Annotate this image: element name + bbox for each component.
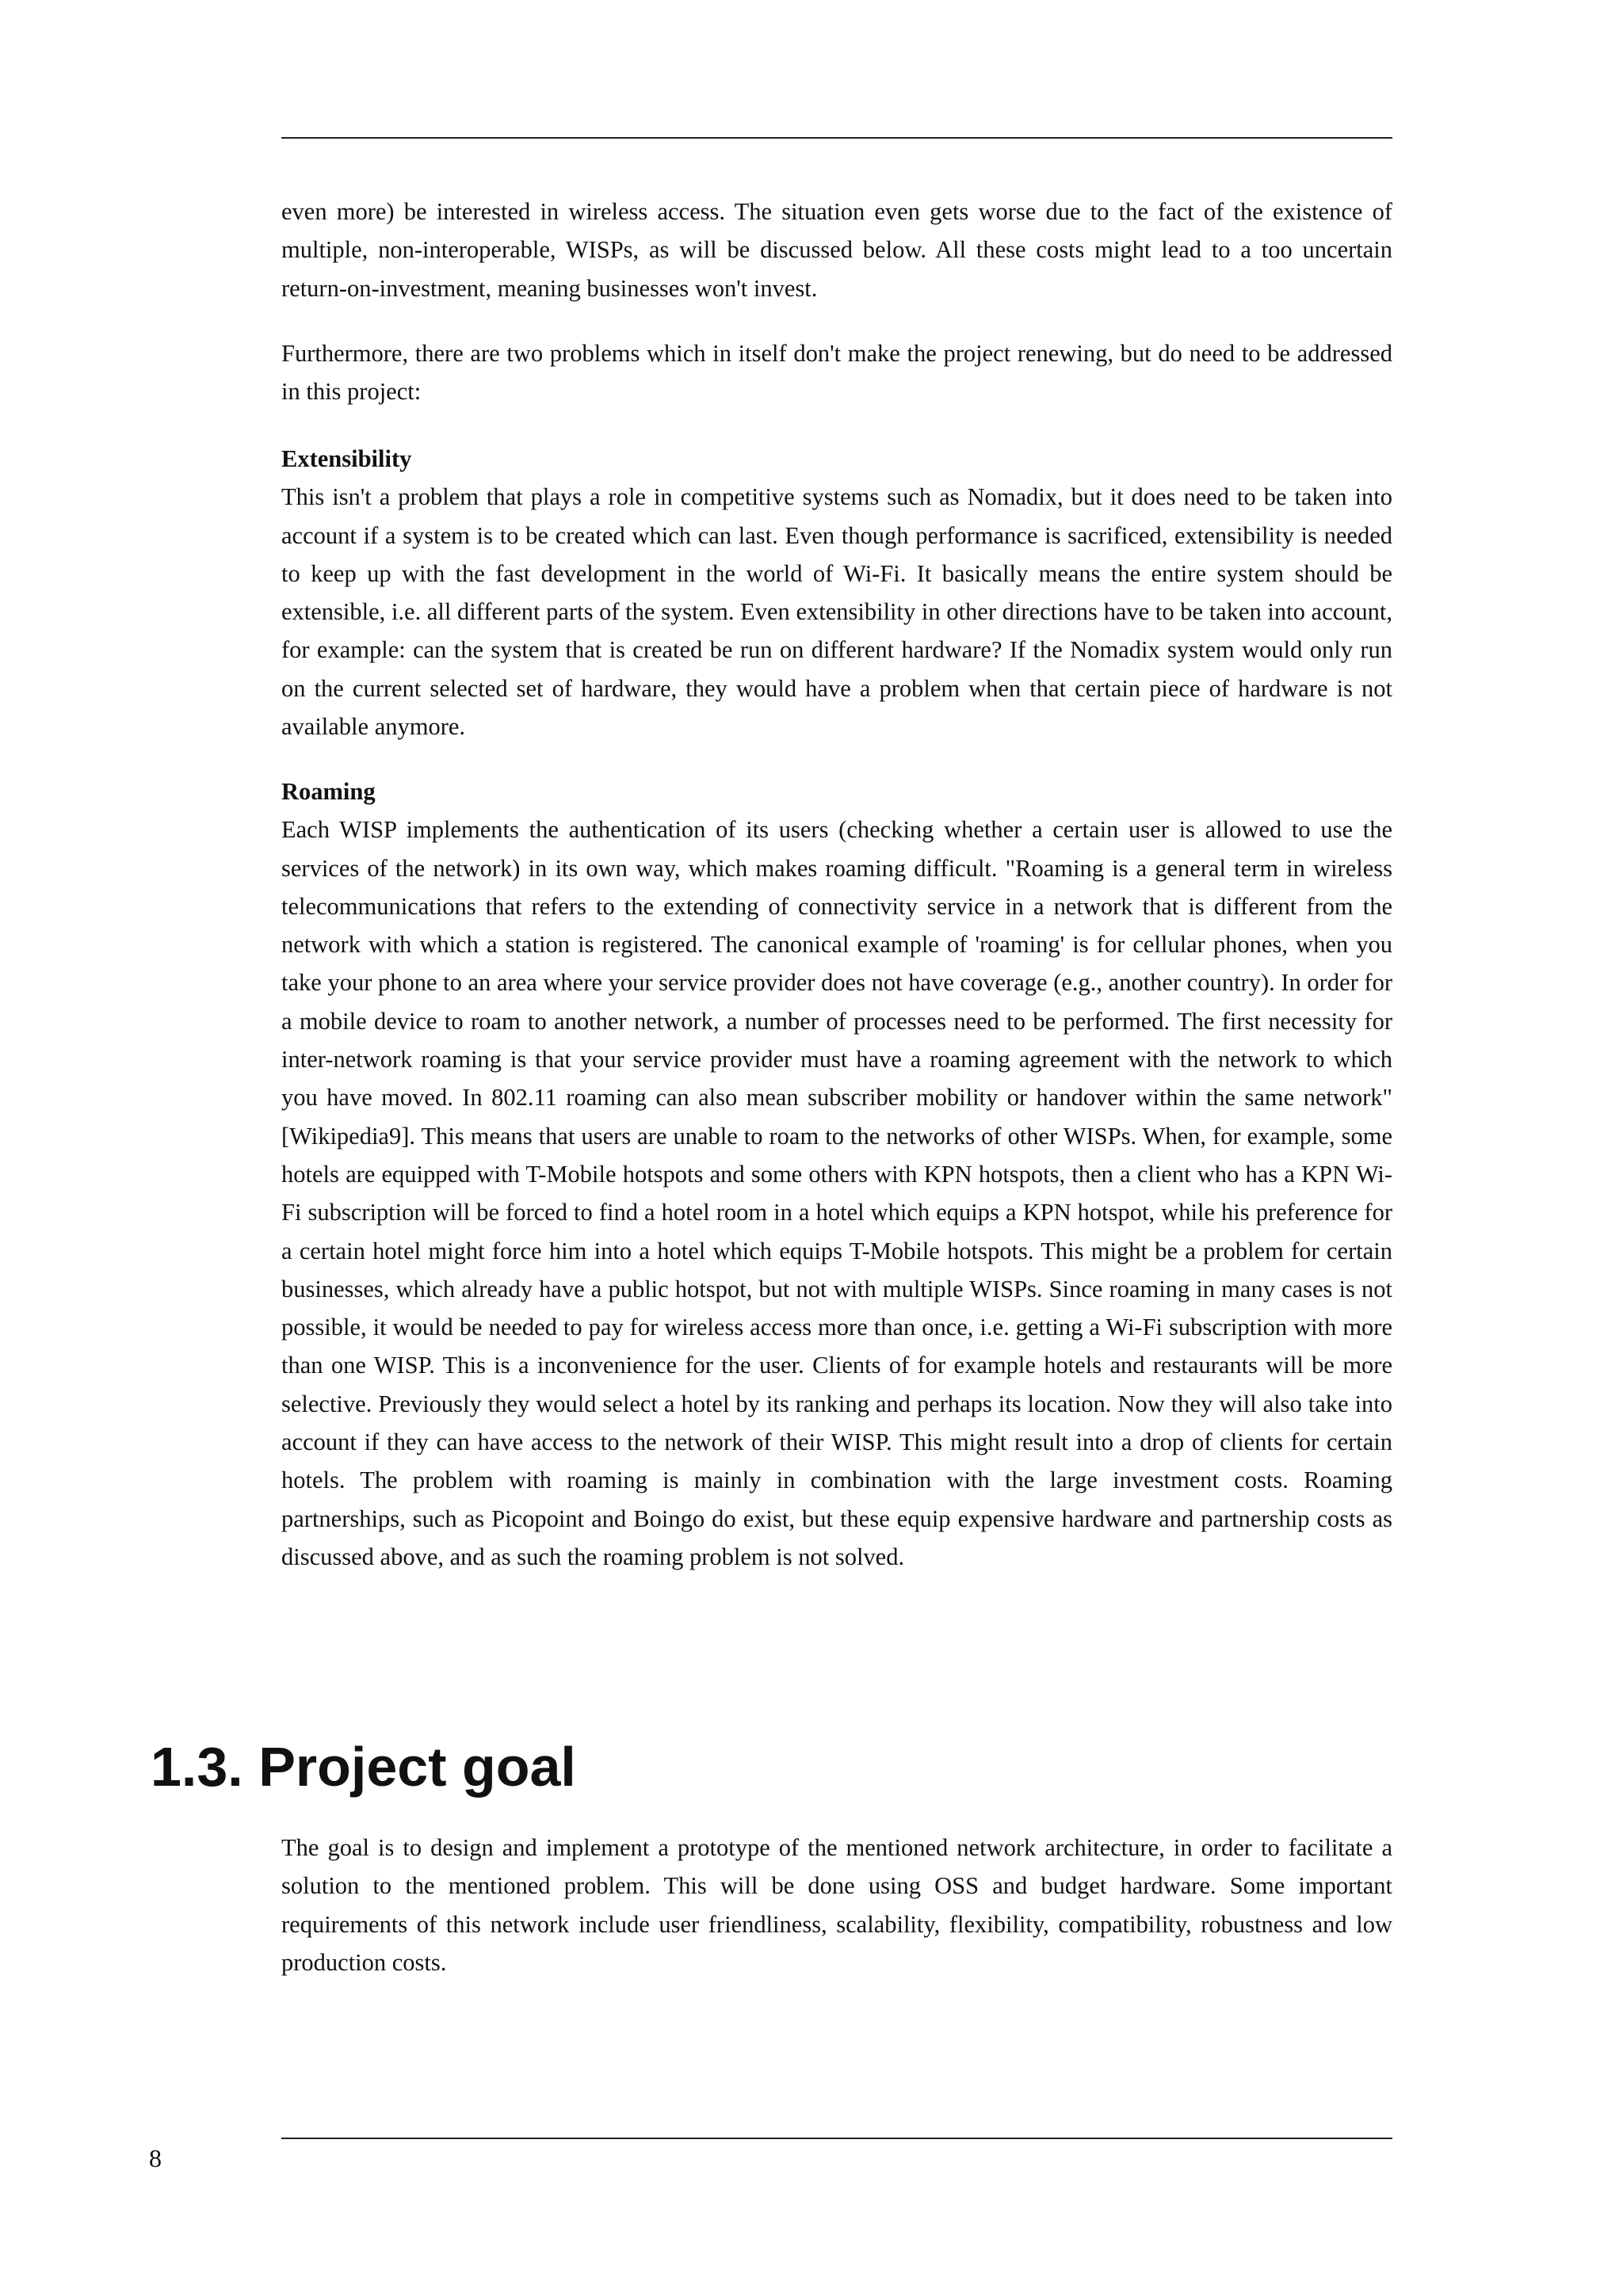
extensibility-block xyxy=(281,440,1392,746)
page-number: 8 xyxy=(149,2144,162,2172)
intro-block xyxy=(281,193,1392,307)
project-goal-paragraph: The goal is to design and implement a prototype of the mentioned network architecture, in order to facilitate a solution to the mentioned problem. This will be done using OSS and budget hardware. Some important requirements of this network include user friendliness, scalability, flexibility, compatibility, robustness and low production costs. xyxy=(281,1834,1392,1976)
roaming-paragraph: Each WISP implements the authentication of its users (checking whether a certain user is allowed to use the services of the network) in its own way, which makes roaming difficult. "Roaming is a general term in wireless telecommunications that refers to the extending of connectivity service in a network that is different from the network with which a station is registered. The canonical example of 'roaming' is for cellular phones, when you take your phone to an area where your service provider does not have coverage (e.g., another country). In order for a mobile device to roam to another network, a number of processes need to be performed. The first necessity for inter-network roaming is that your service provider must have a roaming agreement with the network to which you have moved. In 802.11 roaming can also mean subscriber mobility or handover within the same network" [Wikipedia9]. This means that users are unable to roam to the networks of other WISPs. When, for example, some hotels are equipped with T-Mobile hotspots and some others with KPN hotspots, then a client who has a KPN Wi-Fi subscription will be forced to find a hotel room in a hotel which equips a KPN hotspot, while his preference for a certain hotel might force him into a hotel which equips T-Mobile hotspots. This might be a problem for certain businesses, which already have a public hotspot, but not with multiple WISPs. Since roaming in many cases is not possible, it would be needed to pay for wireless access more than once, i.e. getting a Wi-Fi subscription with more than one WISP. This is a inconvenience for the user. Clients of for example hotels and restaurants will be more selective. Previously they would select a hotel by its ranking and perhaps its location. Now they will also take into account if they can have access to the network of their WISP. This might result into a drop of clients for certain hotels. The problem with roaming is mainly in combination with the large investment costs. Roaming partnerships, such as Picopoint and Boingo do exist, but these equip expensive hardware and partnership costs as discussed above, and as such the roaming problem is not solved. xyxy=(281,816,1392,1570)
roaming-heading: Roaming xyxy=(281,778,376,805)
header-rule xyxy=(281,137,1392,139)
intro-paragraph: even more) be interested in wireless access. The situation even gets worse due to the fact of the existence of multiple, non-interoperable, WISPs, as will be discussed below. All these costs might lead to a too uncertain return-on-investment, meaning businesses won't invest. xyxy=(281,198,1392,302)
footer-rule xyxy=(281,2138,1392,2139)
extensibility-heading: Extensibility xyxy=(281,445,412,472)
furthermore-paragraph: Furthermore, there are two problems which in itself don't make the project renewing, but do need to be addressed in this project: xyxy=(281,340,1392,406)
furthermore-block xyxy=(281,334,1392,411)
extensibility-paragraph: This isn't a problem that plays a role in competitive systems such as Nomadix, but it does need to be taken into account if a system is to be created which can last. Even though performance is sacrificed, extensibility is needed to keep up with the fast development in the world of Wi-Fi. It basically means the entire system should be extensible, i.e. all different parts of the system. Even extensibility in other directions have to be taken into account, for example: can the system that is created be run on different hardware? If the Nomadix system would only run on the current selected set of hardware, they would have a problem when that certain piece of hardware is not available anymore. xyxy=(281,483,1392,741)
roaming-block xyxy=(281,772,1392,1576)
project-goal-block xyxy=(281,1829,1392,1981)
section-title: 1.3. Project goal xyxy=(151,1736,576,1798)
